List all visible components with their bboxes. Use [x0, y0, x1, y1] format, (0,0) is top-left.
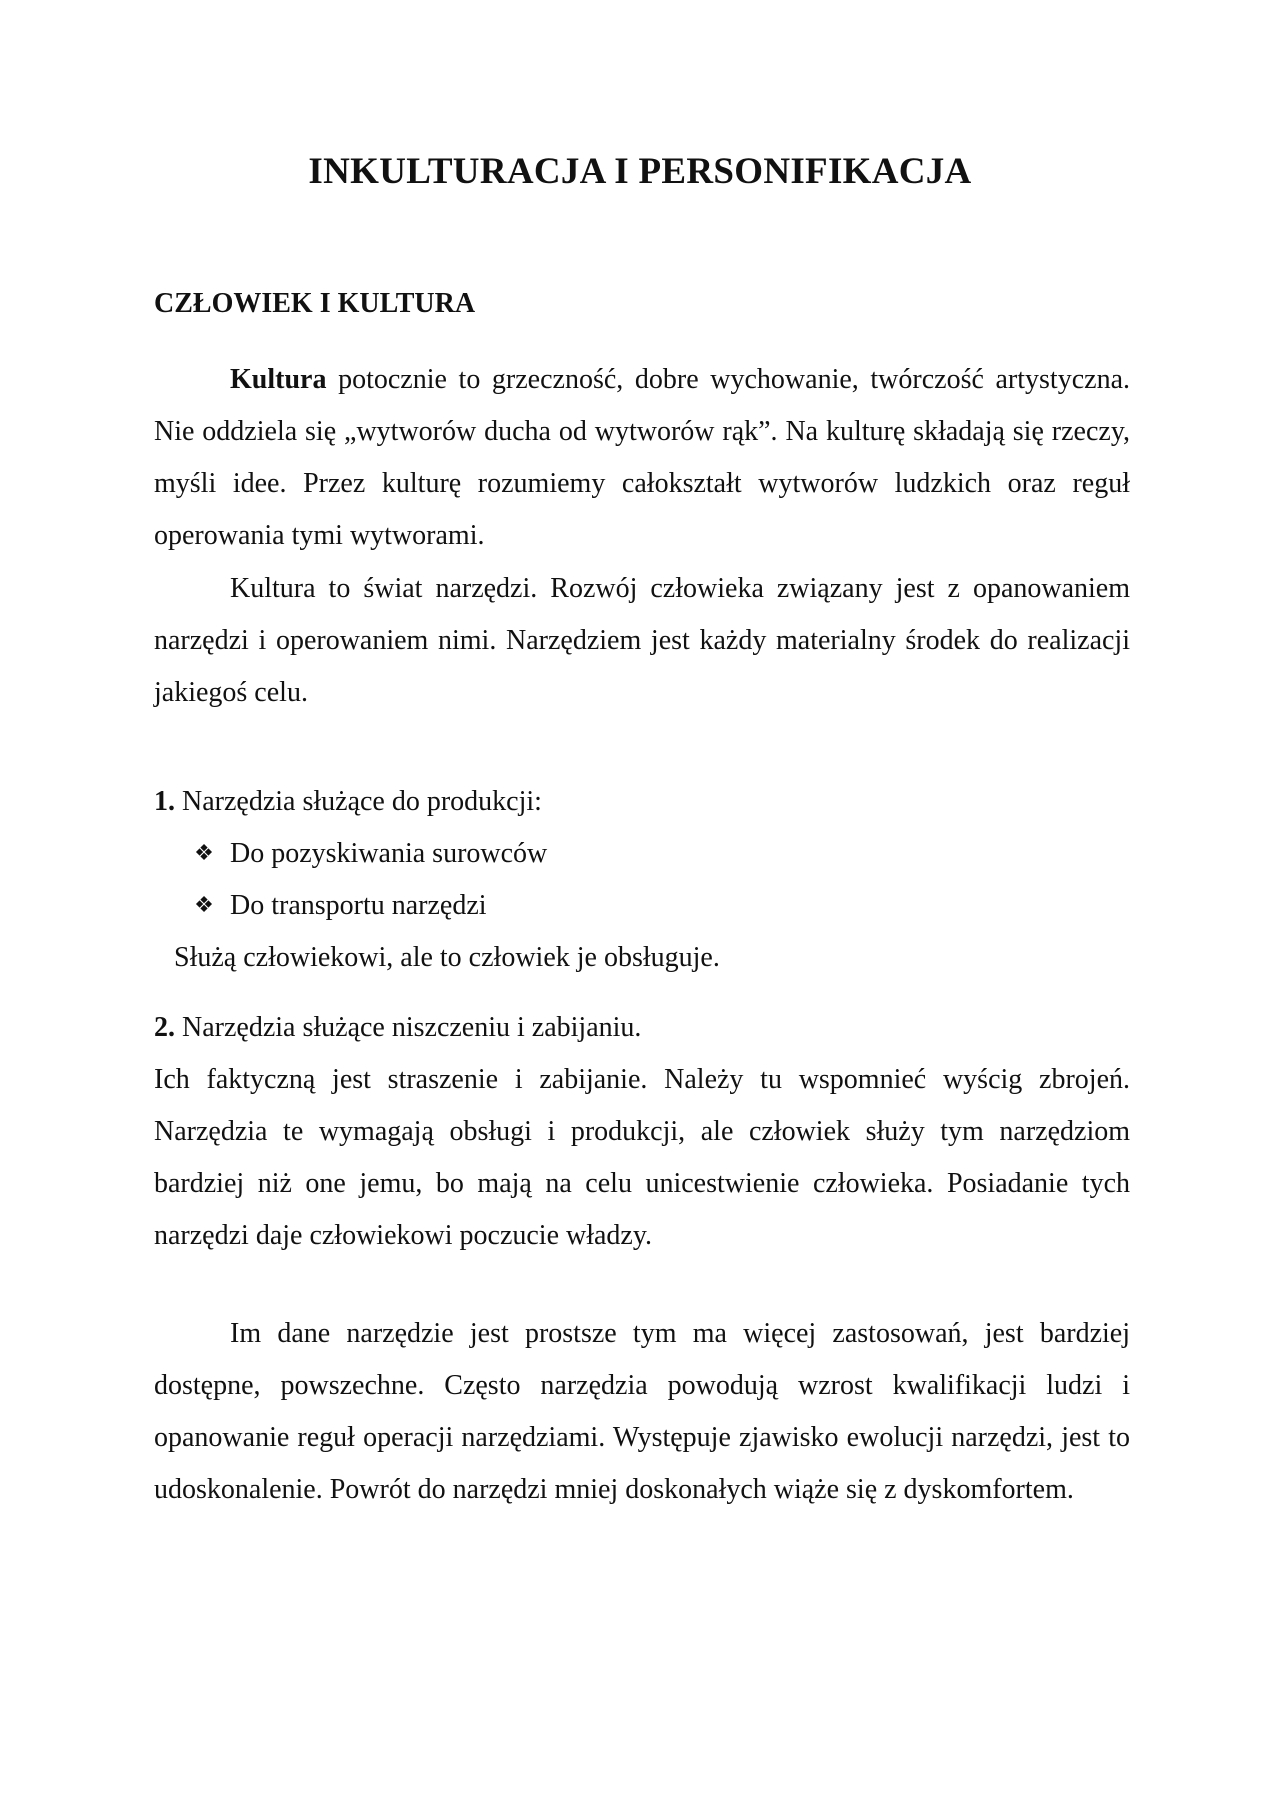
- list-item-production-tools: [154, 776, 1130, 828]
- term-kultura: Kultura: [230, 364, 327, 395]
- destruction-tools-description: Ich faktyczną jest straszenie i zabijanie. Należy tu wspomnieć wyścig zbrojeń. Narzędzia te wymagają obsługi i produkcji, ale człowiek służy tym narzędziom bardziej niż one jemu, bo mają na celu unicestwienie człowieka. Posiadanie tych narzędzi daje człowiekowi poczucie władzy.: [154, 1064, 1130, 1251]
- production-tools-note: Służą człowiekowi, ale to człowiek je obsługuje.: [174, 942, 720, 973]
- document-title: INKULTURACJA I PERSONIFIKACJA: [308, 151, 972, 192]
- bullet-list: [190, 828, 547, 932]
- list-item-text: Narzędzia służące do produkcji:: [175, 786, 542, 817]
- bullet-item-text: Do transportu narzędzi: [230, 890, 487, 921]
- bullet-item: [190, 880, 547, 932]
- paragraph-culture-definition: [154, 354, 1130, 562]
- diamond-bullet-icon: ❖: [194, 841, 214, 866]
- bullet-item: [190, 828, 547, 880]
- list-item-text: Narzędzia służące niszczeniu i zabijaniu.: [175, 1012, 642, 1043]
- bullet-item-text: Do pozyskiwania surowców: [230, 838, 548, 869]
- diamond-bullet-icon: ❖: [194, 893, 214, 918]
- paragraph-culture-definition-text: potocznie to grzeczność, dobre wychowanie, twórczość artystyczna. Nie oddziela się „wytworów ducha od wytworów rąk”. Na kulturę składają się rzeczy, myśli idee. Przez kulturę rozumiemy całokształt wytworów ludzkich oraz reguł operowania tymi wytworami.: [154, 364, 1130, 551]
- list-item-destruction-tools: [154, 1002, 1130, 1054]
- section-heading: CZŁOWIEK I KULTURA: [154, 288, 476, 319]
- list-item-number: 1.: [154, 786, 175, 817]
- paragraph-tool-evolution: Im dane narzędzie jest prostsze tym ma więcej zastosowań, jest bardziej dostępne, powszechne. Często narzędzia powodują wzrost kwalifikacji ludzi i opanowanie reguł operacji narzędziami. Występuje zjawisko ewolucji narzędzi, jest to udoskonalenie. Powrót do narzędzi mniej doskonałych wiąże się z dyskomfortem.: [154, 1318, 1130, 1505]
- list-item-number: 2.: [154, 1012, 175, 1043]
- paragraph-culture-tools: Kultura to świat narzędzi. Rozwój człowieka związany jest z opanowaniem narzędzi i operowaniem nimi. Narzędziem jest każdy materialny środek do realizacji jakiegoś celu.: [154, 573, 1130, 708]
